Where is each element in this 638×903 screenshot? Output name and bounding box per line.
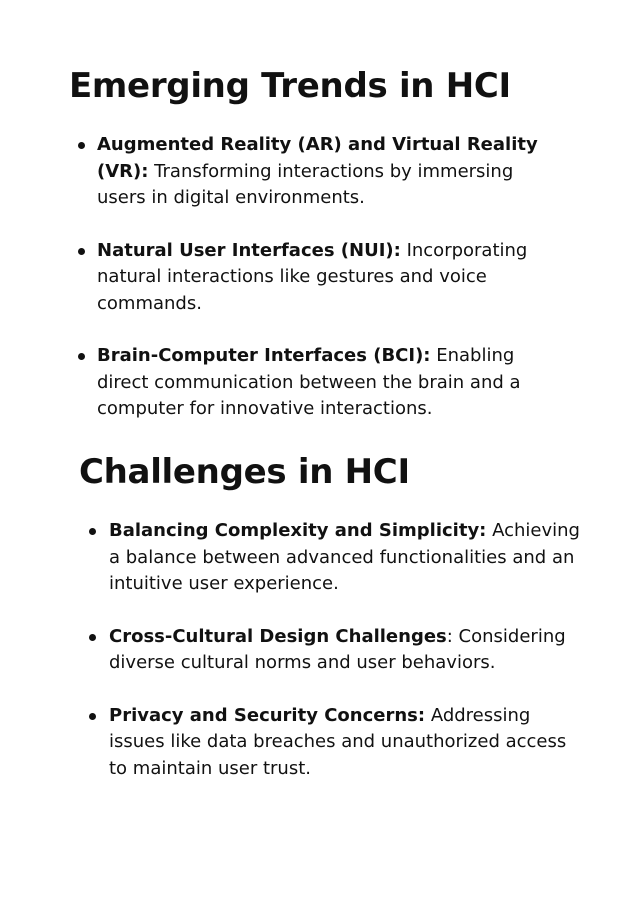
list-item-text [97,343,567,423]
emerging-trends-section [0,66,638,419]
list-item [97,343,567,423]
list-item-text [109,518,587,598]
challenges-list [0,518,587,808]
list-item-term: Natural User Interfaces (NUI): [97,239,401,261]
list-item-description: Addressing issues like data breaches and unauthorized access to maintain user trust. [109,704,567,779]
bullet-dot-icon [89,528,96,535]
bullet-dot-icon [89,713,96,720]
list-item-term: Cross-Cultural Design Challenges [109,625,447,647]
list-item-term: Privacy and Security Concerns: [109,704,426,726]
challenges-section [0,452,638,779]
section-heading-challenges: Challenges in HCI [79,452,410,492]
list-item-text [97,238,567,318]
bullet-dot-icon [78,353,85,360]
emerging-trends-list [0,132,567,449]
list-item-text [97,132,567,212]
list-item-term: Brain-Computer Interfaces (BCI): [97,345,431,366]
list-item-description: Incorporating natural interactions like gestures and voice commands. [97,239,528,314]
list-item-text [109,703,587,783]
list-item-description: Enabling direct communication between the brain and a computer for innovative interactions. [97,345,521,419]
section-heading-emerging-trends: Emerging Trends in HCI [69,66,511,106]
list-item [109,518,587,598]
list-item-description: : Considering diverse cultural norms and user behaviors. [109,625,566,673]
list-item-description: Achieving a balance between advanced functionalities and an intuitive user experience. [109,520,580,594]
list-item-term: Augmented Reality (AR) and Virtual Reality (VR): [97,134,538,182]
list-item [109,624,587,677]
list-item [97,132,567,212]
bullet-dot-icon [78,142,85,149]
list-item [97,238,567,318]
list-item-term: Balancing Complexity and Simplicity: [109,520,487,541]
bullet-dot-icon [89,634,96,641]
bullet-dot-icon [78,248,85,255]
list-item [109,703,587,783]
list-item-text [109,624,587,677]
list-item-description: Transforming interactions by immersing users in digital environments. [97,160,514,208]
